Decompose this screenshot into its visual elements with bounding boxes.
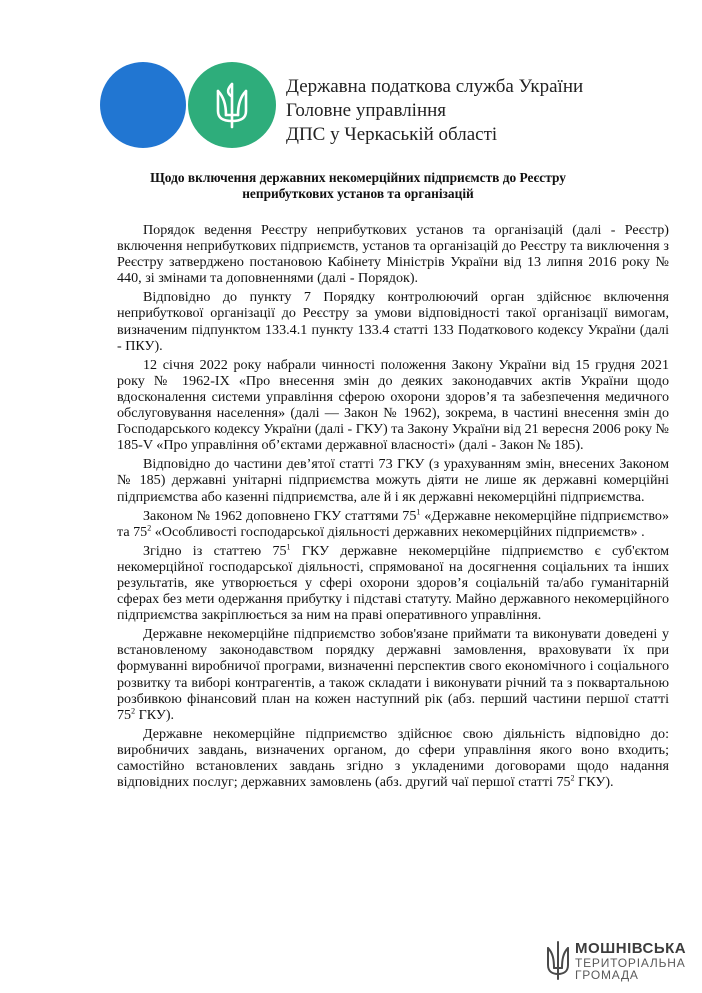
superscript: 1 (416, 506, 421, 516)
footer-line-2: ТЕРИТОРІАЛЬНА (575, 956, 686, 970)
title-line-2: неприбуткових установ та організацій (242, 186, 474, 201)
superscript: 2 (147, 523, 152, 532)
superscript: 1 (286, 542, 291, 552)
org-line-1: Державна податкова служба України (286, 76, 584, 97)
footer-line-3: ГРОМАДА (575, 968, 639, 982)
organization-name (286, 75, 583, 147)
paragraph-6 (117, 543, 669, 623)
logo-blue-circle (100, 62, 186, 148)
paragraph-5 (117, 508, 669, 540)
document-body (117, 222, 669, 793)
paragraph-3: 12 січня 2022 року набрали чинності положення Закону України від 15 грудня 2021 року № 1962-ІХ «Про внесення змін до деяких законодавчих актів України щодо вдосконалення системи управління сферою охорони здоров’я та забезпечення медичного обслуговування населення» (далі — Закон № 1962), зокрема, в частині внесення змін до Господарського кодексу України (далі - ГКУ) та Закону України від 21 вересня 2006 року № 185-V «Про управління об’єктами державної власності» (далі - Закон № 185). (117, 356, 669, 454)
paragraph-8-part-a: Державне некомерційне підприємство здійснює свою діяльність відповідно до: виробничих завдань, визначених органом, до сфери управління якого воно входить; самостійно встановлених завдань згідно з укладеними договорами щодо надання відповідних послуг; державних замовлень (абз. другий чаї першої статті 75 (117, 725, 669, 791)
title-line-1: Щодо включення державних некомерційних підприємств до Реєстру (150, 170, 566, 185)
paragraph-7 (117, 626, 669, 723)
paragraph-6-part-a: Згідно із статтею 75 (143, 542, 287, 559)
superscript: 2 (570, 773, 575, 783)
paragraph-5-part-a: Законом № 1962 доповнено ГКУ статтями 75 (143, 507, 417, 524)
org-line-2: Головне управління (286, 100, 447, 121)
paragraph-8-part-b: ГКУ). (574, 774, 614, 791)
trident-icon (545, 940, 571, 980)
header (100, 62, 620, 152)
paragraph-1: Порядок ведення Реєстру неприбуткових установ та організацій (далі - Реєстр) включення неприбуткових підприємств, установ та організацій до Реєстру та виключення з Реєстру затверджено постановою Кабінету Міністрів України від 13 липня 2016 року № 440, зі змінами та доповненнями (далі - Порядок). (117, 222, 669, 287)
paragraph-4: Відповідно до частини дев’ятої статті 73 ГКУ (з урахуванням змін, внесених Законом № 185) державні унітарні підприємства можуть діяти не лише як державні комерційні підприємства або казенні підприємства, але й і як державні некомерційні підприємства. (117, 456, 669, 505)
footer-logo (545, 938, 690, 984)
paragraph-2: Відповідно до пункту 7 Порядку контролюючий орган здійснює включення неприбуткової організації до Реєстру за умови відповідності такої організації вимогам, визначеним підпунктом 133.4.1 пункту 133.4 статті 133 Податкового кодексу України (далі - ПКУ). (117, 289, 669, 354)
logo-green-circle (188, 62, 276, 148)
trident-icon (214, 81, 250, 129)
paragraph-5-part-c: «Особливості господарської діяльності державних некомерційних підприємств» . (151, 523, 645, 540)
superscript: 2 (131, 706, 136, 716)
document-title (108, 170, 608, 202)
footer-line-1: МОШНІВСЬКА (575, 940, 687, 957)
paragraph-8 (117, 726, 669, 790)
paragraph-7-part-a: Державне некомерційне підприємство зобов'язане приймати та виконувати доведені у встановленому законодавством порядку державні замовлення, враховувати їх при формуванні виробничої програми, визначенні перспектив свого економічного і соціального розвитку та виборі контрагентів, а також складати і виконувати річний та з поквартальною розбивкою фінансовий план на кожен наступний рік (абз. перший частини першої статті 75 (117, 626, 669, 723)
paragraph-7-part-b: ГКУ). (135, 706, 175, 723)
org-line-3: ДПС у Черкаській області (286, 124, 498, 145)
paragraph-6-part-b: ГКУ державне некомерційне підприємство є суб'єктом некомерційної господарської діяльності, спрямованої на досягнення соціальних та інших результатів, яке утворюється у сфері охорони здоров’я соціальній та/або гуманітарній сферах без мети одержання прибутку і підставі статуту. Майно державного некомерційного підприємства закріплюється за ним на праві оперативного управління. (117, 542, 669, 624)
paragraph-5-part-b: «Державне некомерційне підприємство» та 75 (117, 507, 669, 540)
